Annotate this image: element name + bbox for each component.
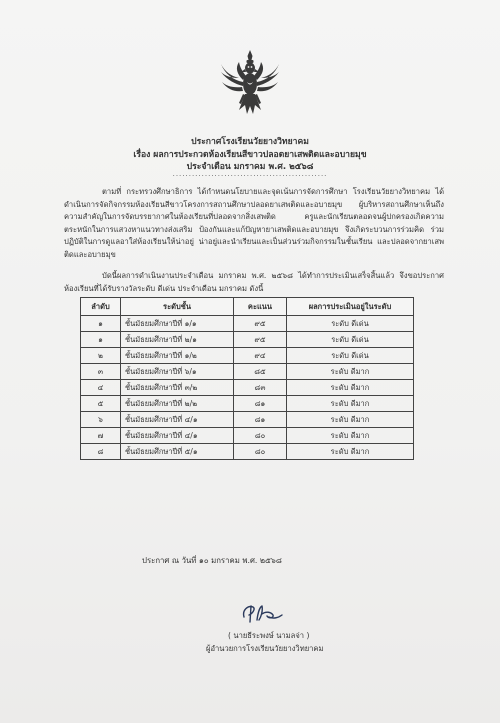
table-header-row [81,298,414,316]
cell-score: ๙๕ [234,332,287,348]
cell-rank: ๑ [81,316,121,332]
header-result: ผลการประเมินอยู่ในระดับ [287,298,414,316]
cell-class: ชั้นมัธยมศึกษาปีที่ ๔/๑ [121,412,234,428]
announce-date: ประกาศ ณ วันที่ ๑๐ มกราคม พ.ศ. ๒๕๖๘ [142,556,282,565]
header-score: คะแนน [234,298,287,316]
table-row [81,332,414,348]
announcement-month: ประจำเดือน มกราคม พ.ศ. ๒๕๖๘ [186,162,314,172]
signer-name: ( นายธีระพงษ์ นามลจ่า ) [228,631,310,640]
cell-score: ๘๕ [234,364,287,380]
cell-result: ระดับ ดีเด่น [287,316,414,332]
cell-class: ชั้นมัธยมศึกษาปีที่ ๑/๑ [121,316,234,332]
cell-class: ชั้นมัธยมศึกษาปีที่ ๒/๑ [121,332,234,348]
cell-class: ชั้นมัธยมศึกษาปีที่ ๑/๒ [121,348,234,364]
cell-result: ระดับ ดีมาก [287,364,414,380]
signer-position: ผู้อำนวยการโรงเรียนวัยยางวิทยาคม [206,644,324,653]
cell-score: ๘๑ [234,396,287,412]
body-paragraph-1: ตามที่ กระทรวงศึกษาธิการ ได้กำหนดนโยบายและจุดเน้นการจัดการศึกษา โรงเรียนวัยยางวิทยาคม ได้ดำเนินการจัดกิจกรรมห้องเรียนสีขาวโครงการสถานศึกษาปลอดยาเสพติดและอบายมุข ผู้บริหารสถานศึกษาเห็นถึงความสำคัญในการจัดบรรยากาศในห้องเรียนที่ปลอดจากสิ่งเสพติด ครูและนักเรียนตลอดจนผู้ปกครองเกิดความตระหนักในการแสวงหาแนวทางส่งเสริม ป้องกันและแก้ปัญหายาเสพติดและอบายมุข จึงเกิดระบวนการร่วมคิด ร่วมปฏิบัติในการดูแลอาใส่ห้องเรียนให้น่าอยู่ น่าอยู่และนำเรียนและเป็นส่วนร่วมกิจกรรมในชั้นเรียน และปลอดจากยาเสพติดและอบายมุข [64,187,444,259]
table-row [81,316,414,332]
table-row [81,396,414,412]
cell-result: ระดับ ดีมาก [287,428,414,444]
cell-score: ๙๕ [234,316,287,332]
cell-class: ชั้นมัธยมศึกษาปีที่ ๖/๑ [121,364,234,380]
cell-rank: ๗ [81,428,121,444]
cell-score: ๘๑ [234,412,287,428]
cell-score: ๘๐ [234,428,287,444]
signature-icon [238,602,284,624]
cell-score: ๙๔ [234,348,287,364]
header-rank: ลำดับ [81,298,121,316]
results-table [80,297,414,460]
table-row [81,348,414,364]
cell-class: ชั้นมัธยมศึกษาปีที่ ๓/๒ [121,380,234,396]
garuda-emblem-icon [219,50,281,120]
cell-rank: ๒ [81,348,121,364]
table-row [81,364,414,380]
cell-score: ๘๐ [234,444,287,460]
table-row [81,444,414,460]
header-divider: ................................................ [172,170,328,178]
cell-class: ชั้นมัธยมศึกษาปีที่ ๒/๒ [121,396,234,412]
body-paragraph-2: บัดนี้ผลการดำเนินงานประจำเดือน มกราคม พ.ศ. ๒๕๖๘ ได้ทำการประเมินเสร็จสิ้นแล้ว จึงขอประกาศห้องเรียนที่ได้รับรางวัลระดับ ดีเด่น ประจำเดือน มกราคม ดังนี้ [64,271,444,293]
cell-class: ชั้นมัธยมศึกษาปีที่ ๔/๑ [121,428,234,444]
cell-rank: ๖ [81,412,121,428]
cell-rank: ๘ [81,444,121,460]
cell-rank: ๑ [81,332,121,348]
announcement-title: ประกาศโรงเรียนวัยยางวิทยาคม [191,137,309,147]
cell-rank: ๔ [81,380,121,396]
announcement-subject: เรื่อง ผลการประกวดห้องเรียนสีขาวปลอดยาเสพติดและอบายมุข [133,150,367,160]
cell-result: ระดับ ดีเด่น [287,332,414,348]
cell-score: ๘๓ [234,380,287,396]
cell-result: ระดับ ดีมาก [287,412,414,428]
cell-result: ระดับ ดีมาก [287,396,414,412]
cell-rank: ๕ [81,396,121,412]
table-row [81,380,414,396]
header-class: ระดับชั้น [121,298,234,316]
table-row [81,412,414,428]
cell-result: ระดับ ดีมาก [287,444,414,460]
cell-rank: ๓ [81,364,121,380]
table-row [81,428,414,444]
cell-class: ชั้นมัธยมศึกษาปีที่ ๕/๑ [121,444,234,460]
cell-result: ระดับ ดีเด่น [287,348,414,364]
cell-result: ระดับ ดีมาก [287,380,414,396]
